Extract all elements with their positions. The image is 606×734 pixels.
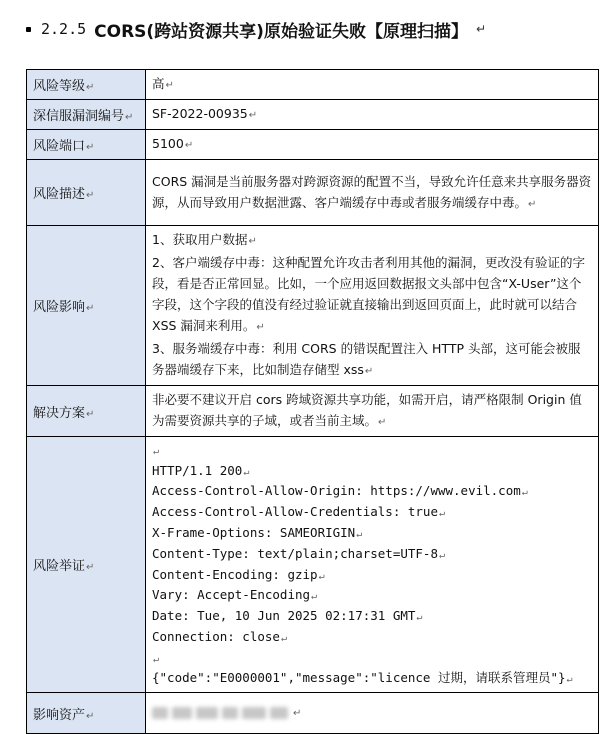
evidence-line: ↵ — [153, 653, 160, 665]
impact-item: 2、客户端缓存中毒：这种配置允许攻击者利用其他的漏洞，更改没有验证的字段，看是否正常回显。比如，一个应用返回数据报文头部中包含“X-User”这个字段，这个字段的值没有经过验证就直接输出到返回页面上，此时就可以结合 XSS 漏洞来利用。↵ — [152, 255, 585, 333]
row-label: 影响资产↵ — [27, 693, 146, 734]
vuln-id-value: SF-2022-00935↵ — [146, 100, 599, 130]
table-row — [27, 693, 599, 734]
row-label: 深信服漏洞编号↵ — [27, 100, 146, 130]
table-row — [27, 160, 599, 226]
evidence-line: Vary: Accept-Encoding↵ — [152, 587, 318, 603]
table-row — [27, 437, 599, 693]
row-label: 风险端口↵ — [27, 130, 146, 160]
paragraph-mark: ↵ — [475, 22, 487, 36]
section-number: 2.2.5 — [41, 20, 87, 38]
section-heading — [26, 14, 486, 44]
redacted-asset: ↵ — [152, 703, 592, 724]
row-label: 风险描述↵ — [27, 160, 146, 226]
risk-port-value: 5100↵ — [146, 130, 599, 160]
section-title: CORS(跨站资源共享)原始验证失败【原理扫描】 — [94, 21, 468, 42]
table-row — [27, 130, 599, 160]
table-row — [27, 70, 599, 100]
evidence-line: X-Frame-Options: SAMEORIGIN↵ — [152, 524, 363, 540]
risk-desc-value: CORS 漏洞是当前服务器对跨源资源的配置不当，导致允许任意来共享服务器资源，从而导致用户数据泄露、客户端缓存中毒或者服务端缓存中毒。↵ — [146, 160, 599, 226]
heading-bullet — [26, 27, 31, 32]
solution-value: 非必要不建议开启 cors 跨域资源共享功能，如需开启，请严格限制 Origin 值为需要资源共享的子域，或者当前主域。↵ — [146, 386, 599, 437]
row-label: 解决方案↵ — [27, 386, 146, 437]
risk-detail-table — [26, 69, 599, 734]
table-row — [27, 226, 599, 386]
evidence-value — [146, 437, 599, 693]
evidence-line: HTTP/1.1 200↵ — [152, 462, 250, 478]
evidence-line: Access-Control-Allow-Origin: https://www.evil.com↵ — [152, 483, 528, 499]
evidence-line: {"code":"E0000001","message":"licence 过期，请联系管理员"}↵ — [152, 670, 573, 686]
impact-item: 1、获取用户数据↵ — [152, 232, 257, 247]
evidence-line: Access-Control-Allow-Credentials: true↵ — [152, 504, 446, 520]
table-row — [27, 100, 599, 130]
evidence-line: Content-Encoding: gzip↵ — [152, 566, 325, 582]
table-row — [27, 386, 599, 437]
evidence-line: ↵ — [153, 445, 160, 457]
evidence-line: Connection: close↵ — [152, 628, 287, 644]
impact-item: 3、服务端缓存中毒：利用 CORS 的错误配置注入 HTTP 头部，这可能会被服务器端缓存下来，比如制造存储型 xss↵ — [152, 341, 581, 377]
evidence-line: Date: Tue, 10 Jun 2025 02:17:31 GMT↵ — [152, 608, 423, 624]
row-label: 风险等级↵ — [27, 70, 146, 100]
row-label: 风险影响↵ — [27, 226, 146, 386]
row-label: 风险举证↵ — [27, 437, 146, 693]
risk-impact-value — [146, 226, 599, 386]
evidence-line: Content-Type: text/plain;charset=UTF-8↵ — [152, 545, 446, 561]
risk-level-value: 高↵ — [146, 70, 599, 100]
assets-value — [146, 693, 599, 734]
